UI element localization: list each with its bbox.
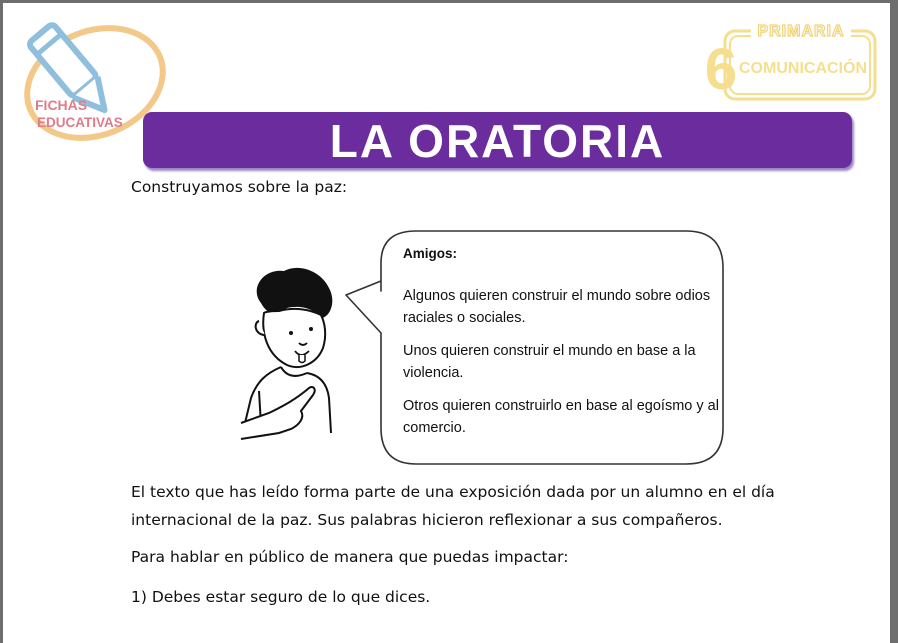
speech-heading: Amigos: <box>403 246 457 261</box>
title-banner <box>143 112 852 168</box>
svg-text:PRIMARIA: PRIMARIA <box>757 23 845 40</box>
speech-paragraph: Algunos quieren construir el mundo sobre odios raciales o sociales. <box>403 288 711 326</box>
grade-subject-badge <box>703 19 883 105</box>
svg-text:COMUNICACIÓN: COMUNICACIÓN <box>739 60 867 77</box>
svg-text:EDUCATIVAS: EDUCATIVAS <box>37 115 123 130</box>
list-item: 1) Debes estar seguro de lo que dices. <box>131 588 431 606</box>
page-title: LA ORATORIA <box>329 115 666 167</box>
svg-text:6: 6 <box>704 37 738 102</box>
speech-paragraph: Otros quieren construirlo en base al egoísmo y al comercio. <box>403 398 719 436</box>
speech-bubble-text <box>403 243 723 450</box>
worksheet-page <box>3 3 890 643</box>
svg-text:FICHAS: FICHAS <box>35 97 88 113</box>
cut-off-line <box>131 633 136 643</box>
body-paragraph: Para hablar en público de manera que puedas impactar: <box>131 548 569 566</box>
speech-paragraph: Unos quieren construir el mundo en base a la violencia. <box>403 343 696 381</box>
body-paragraph-line: internacional de la paz. Sus palabras hicieron reflexionar a sus compañeros. <box>131 511 723 529</box>
boy-pointing-illustration <box>239 263 339 443</box>
intro-text: Construyamos sobre la paz: <box>131 178 348 196</box>
body-paragraph-line: El texto que has leído forma parte de una exposición dada por un alumno en el día <box>131 483 775 501</box>
